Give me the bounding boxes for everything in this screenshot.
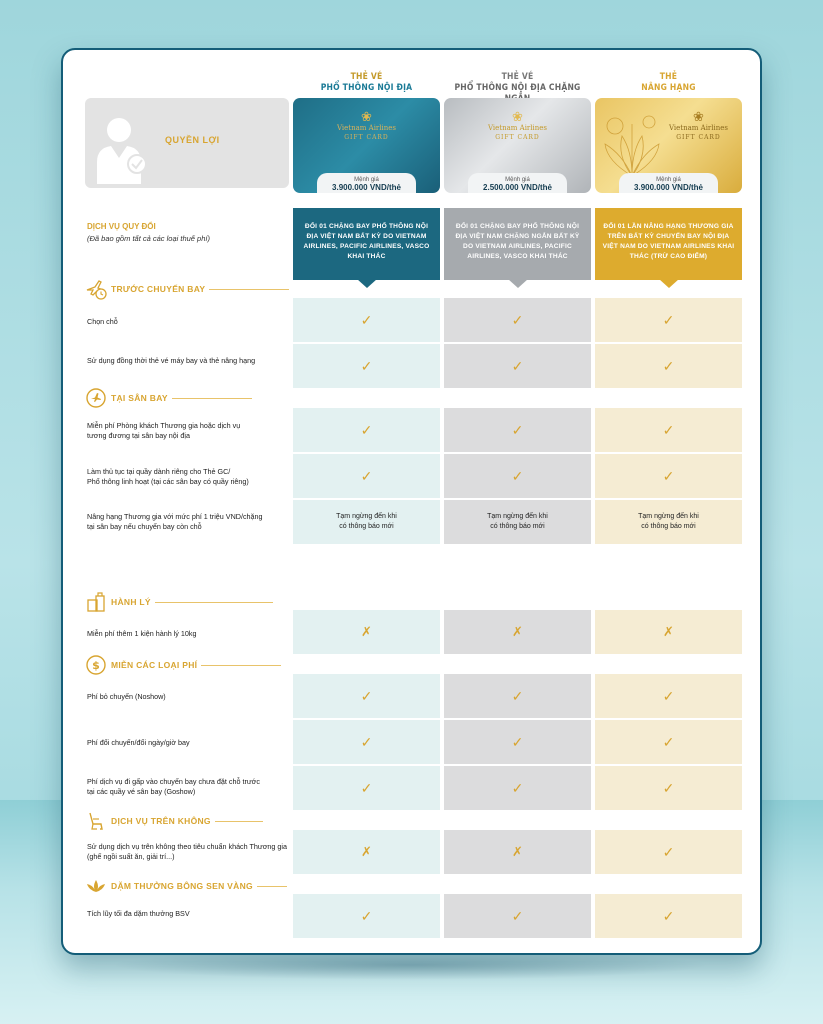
cell-bag-short-haul (444, 610, 591, 654)
column-header-line1: THẺ VÉ (350, 72, 383, 82)
note-line: có thông báo mới (339, 523, 394, 530)
row-label-line: Phí dịch vụ đi gấp vào chuyến bay chưa đặt chỗ trước (87, 777, 260, 786)
section-title: DỊCH VỤ TRÊN KHÔNG (111, 816, 211, 826)
column-header-line1: THẺ VÉ (501, 72, 534, 82)
price-value: 3.900.000 VND/thẻ (634, 183, 703, 192)
row-label-line: Làm thủ tục tại quầy dành riêng cho Thẻ GC/ (87, 467, 231, 476)
row-label-inflight (87, 842, 292, 862)
row-label-noshow: Phí bỏ chuyến (Noshow) (87, 692, 166, 701)
column-header-upgrade (595, 72, 742, 94)
row-label-combo: Sử dụng đồng thời thẻ vé máy bay và thẻ nâng hạng (87, 356, 256, 365)
section-divider (215, 821, 263, 822)
note-line: Tạm ngừng đến khi (638, 513, 699, 520)
note-line: Tạm ngừng đến khi (336, 513, 397, 520)
cell-miles-upgrade: ✓ (595, 894, 742, 938)
lotus-logo-icon: ❀ (693, 110, 704, 125)
row-label-change: Phí đổi chuyến/đổi ngày/giờ bay (87, 738, 190, 747)
cell-seat-short-haul: ✓ (444, 298, 591, 342)
row-label-checkin (87, 467, 292, 487)
dollar-coin-icon (85, 654, 107, 676)
row-label-line: Nâng hạng Thương gia với mức phí 1 triệu VND/chặng (87, 512, 263, 521)
cell-combo-upgrade: ✓ (595, 344, 742, 388)
brand-name: Vietnam Airlines (668, 124, 729, 132)
column-header-line1: THẺ (659, 72, 678, 82)
note-line: có thông báo mới (490, 523, 545, 530)
cell-checkin-upgrade: ✓ (595, 454, 742, 498)
lotus-logo-icon: ❀ (512, 110, 523, 125)
column-header-line2: NÂNG HẠNG (641, 83, 696, 93)
lotus-logo-icon: ❀ (361, 110, 372, 125)
businessman-icon (91, 112, 151, 184)
section-title: TẠI SÂN BAY (111, 393, 168, 403)
price-label: Mệnh giá (354, 177, 379, 183)
cross-icon: ✗ (512, 624, 523, 639)
cell-goshow-domestic: ✓ (293, 766, 440, 810)
cell-bag-domestic (293, 610, 440, 654)
airport-pin-icon (85, 387, 107, 409)
cell-upgrade-short-haul (444, 500, 591, 544)
description-upgrade: ĐỔI 01 LẦN NÂNG HẠNG THƯƠNG GIA TRÊN BẤT KỲ CHUYẾN BAY NỘI ĐỊA VIỆT NAM DO VIETNAM AIRLINES KHAI THÁC (TRỪ CAO ĐIỂM) (595, 208, 742, 280)
gift-card-upgrade (595, 98, 742, 193)
note-line: có thông báo mới (641, 523, 696, 530)
cross-icon: ✗ (361, 844, 372, 859)
section-title: DẶM THƯỞNG BÔNG SEN VÀNG (111, 881, 253, 891)
cell-checkin-short-haul: ✓ (444, 454, 591, 498)
row-label-line: (ghế ngồi suất ăn, giải trí...) (87, 852, 175, 861)
section-lotusmiles (85, 875, 287, 897)
cell-lounge-upgrade: ✓ (595, 408, 742, 452)
section-title: HÀNH LÝ (111, 597, 151, 607)
gift-card-brand (444, 112, 591, 141)
row-label-line: tại các quầy vé sân bay (Goshow) (87, 787, 196, 796)
description-arrow (508, 279, 528, 288)
price-label: Mệnh giá (505, 177, 530, 183)
cell-change-short-haul: ✓ (444, 720, 591, 764)
cell-checkin-domestic: ✓ (293, 454, 440, 498)
gift-card-brand (655, 112, 742, 141)
brand-name: Vietnam Airlines (487, 124, 548, 132)
section-title: MIỄN CÁC LOẠI PHÍ (111, 660, 198, 670)
section-fees (85, 654, 281, 676)
cross-icon: ✗ (361, 624, 372, 639)
row-label-line: tương đương tại sân bay nội địa (87, 431, 190, 440)
gift-card-brand (293, 112, 440, 141)
cell-combo-short-haul: ✓ (444, 344, 591, 388)
section-inflight (85, 810, 263, 832)
column-header-domestic (293, 72, 440, 94)
cell-seat-upgrade: ✓ (595, 298, 742, 342)
cell-inflight-short-haul (444, 830, 591, 874)
row-label-line: tại sân bay nếu chuyến bay còn chỗ (87, 522, 202, 531)
section-divider (201, 665, 281, 666)
service-subtitle: (Đã bao gồm tất cả các loại thuế phí) (87, 234, 210, 243)
suspended-note (638, 512, 699, 532)
row-label-bag: Miễn phí thêm 1 kiện hành lý 10kg (87, 629, 197, 638)
price-pill (468, 173, 567, 193)
section-baggage (85, 591, 273, 613)
cell-noshow-domestic: ✓ (293, 674, 440, 718)
gift-card-domestic (293, 98, 440, 193)
plane-clock-icon (85, 278, 107, 300)
section-before-flight (85, 278, 289, 300)
cell-inflight-upgrade: ✓ (595, 830, 742, 874)
section-divider (257, 886, 287, 887)
row-label-line: Miễn phí Phòng khách Thương gia hoặc dịch vụ (87, 421, 241, 430)
cell-inflight-domestic (293, 830, 440, 874)
suspended-note (336, 512, 397, 532)
lotus-icon (85, 875, 107, 897)
column-header-line2: PHỔ THÔNG NỘI ĐỊA (320, 83, 413, 93)
cell-goshow-short-haul: ✓ (444, 766, 591, 810)
benefits-table-card (61, 48, 762, 955)
gift-card-text: GIFT CARD (676, 134, 721, 141)
cell-seat-domestic: ✓ (293, 298, 440, 342)
section-title: TRƯỚC CHUYẾN BAY (111, 284, 206, 294)
price-value: 3.900.000 VND/thẻ (332, 183, 401, 192)
cell-noshow-upgrade: ✓ (595, 674, 742, 718)
cell-combo-domestic: ✓ (293, 344, 440, 388)
cell-change-upgrade: ✓ (595, 720, 742, 764)
row-label-line: Sử dụng dịch vụ trên không theo tiêu chuẩn khách Thương gia (87, 842, 288, 851)
price-value: 2.500.000 VND/thẻ (483, 183, 552, 192)
cell-change-domestic: ✓ (293, 720, 440, 764)
description-domestic: ĐỔI 01 CHẶNG BAY PHỔ THÔNG NỘI ĐỊA VIỆT NAM BẤT KỲ DO VIETNAM AIRLINES, PACIFIC AIRLINES, VASCO KHAI THÁC (293, 208, 440, 280)
cell-goshow-upgrade: ✓ (595, 766, 742, 810)
row-label-lounge (87, 421, 292, 441)
service-title: DỊCH VỤ QUY ĐỔI (87, 222, 156, 231)
price-pill (619, 173, 718, 193)
cell-miles-domestic: ✓ (293, 894, 440, 938)
cell-upgrade-domestic (293, 500, 440, 544)
benefits-label: QUYỀN LỢI (165, 135, 220, 145)
cell-lounge-short-haul: ✓ (444, 408, 591, 452)
cross-icon: ✗ (663, 624, 674, 639)
gift-card-text: GIFT CARD (495, 134, 540, 141)
luggage-icon (85, 591, 107, 613)
cell-noshow-short-haul: ✓ (444, 674, 591, 718)
row-label-upgrade (87, 512, 292, 532)
benefits-header-box (85, 98, 289, 188)
price-pill (317, 173, 416, 193)
description-arrow (357, 279, 377, 288)
note-line: Tạm ngừng đến khi (487, 513, 548, 520)
section-divider (172, 398, 252, 399)
cell-miles-short-haul: ✓ (444, 894, 591, 938)
brand-name: Vietnam Airlines (336, 124, 397, 132)
column-header-line2: PHỔ THÔNG NỘI ĐỊA CHẶNG (454, 83, 581, 93)
description-short-haul: ĐỔI 01 CHẶNG BAY PHỔ THÔNG NỘI ĐỊA VIỆT NAM CHẶNG NGẮN BẤT KỲ DO VIETNAM AIRLINES, PACIFIC AIRLINES, VASCO KHAI THÁC (444, 208, 591, 280)
cross-icon: ✗ (512, 844, 523, 859)
row-label-miles: Tích lũy tối đa dặm thưởng BSV (87, 909, 190, 918)
price-label: Mệnh giá (656, 177, 681, 183)
row-label-line: Phổ thông linh hoạt (tại các sân bay có quầy riêng) (87, 477, 249, 486)
suspended-note (487, 512, 548, 532)
row-label-goshow (87, 777, 292, 797)
gift-card-text: GIFT CARD (344, 134, 389, 141)
description-arrow (659, 279, 679, 288)
gift-card-short-haul (444, 98, 591, 193)
row-label-seat: Chọn chỗ (87, 317, 118, 326)
cell-lounge-domestic: ✓ (293, 408, 440, 452)
section-divider (155, 602, 273, 603)
section-airport (85, 387, 252, 409)
cell-bag-upgrade (595, 610, 742, 654)
section-divider (209, 289, 289, 290)
cell-upgrade-upgrade (595, 500, 742, 544)
seat-icon (85, 810, 107, 832)
svg-text:$: $ (92, 659, 100, 672)
